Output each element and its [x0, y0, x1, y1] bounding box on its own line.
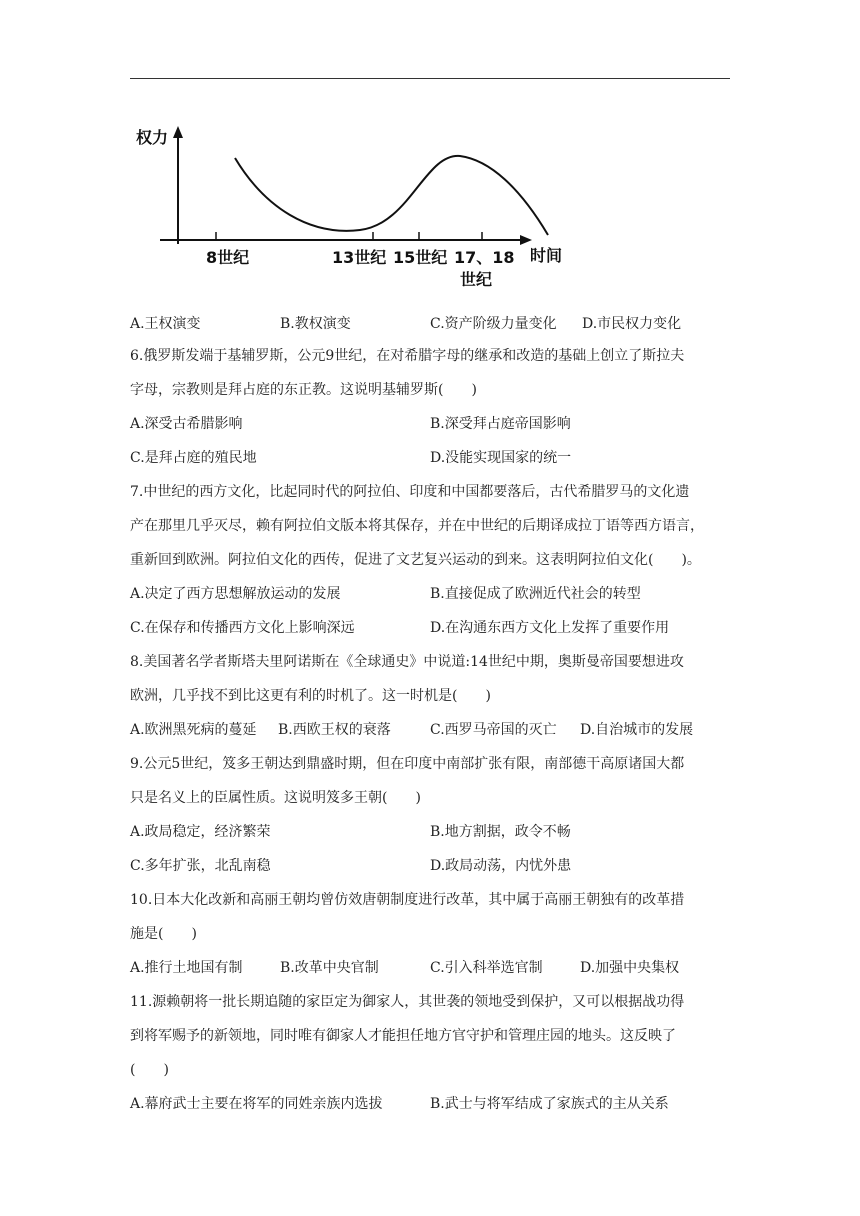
q9-option-d[interactable]: D.政局动荡，内忧外患	[430, 858, 572, 874]
q9-option-c[interactable]: C.多年扩张，北乱南稳	[130, 858, 271, 874]
tick-label-8: 8世纪	[206, 248, 250, 267]
header-rule	[130, 78, 730, 79]
q8-option-a[interactable]: A.欧洲黑死病的蔓延	[130, 722, 257, 738]
x-axis-label: 时间	[530, 246, 563, 265]
power-curve-svg	[120, 118, 580, 298]
y-axis-arrow	[173, 126, 183, 138]
q6-option-d[interactable]: D.没能实现国家的统一	[430, 450, 572, 466]
q7-option-b[interactable]: B.直接促成了欧洲近代社会的转型	[430, 586, 641, 602]
q8-stem-line-1: 8.美国著名学者斯塔夫里阿诺斯在《全球通史》中说道:14世纪中期，奥斯曼帝国要想进攻	[130, 654, 684, 670]
q6-option-c[interactable]: C.是拜占庭的殖民地	[130, 450, 257, 466]
q5-option-a[interactable]: A.王权演变	[130, 316, 201, 332]
tick-label-century: 世纪	[460, 270, 493, 289]
q11-option-b[interactable]: B.武士与将军结成了家族式的主从关系	[430, 1096, 669, 1112]
q11-stem-line-3: ( )	[130, 1062, 169, 1078]
q11-option-a[interactable]: A.幕府武士主要在将军的同姓亲族内选拔	[130, 1096, 383, 1112]
q5-option-d[interactable]: D.市民权力变化	[582, 316, 682, 332]
q7-option-c[interactable]: C.在保存和传播西方文化上影响深远	[130, 620, 355, 636]
q6-stem-line-2: 字母，宗教则是拜占庭的东正教。这说明基辅罗斯( )	[130, 382, 477, 398]
tick-label-15: 15世纪	[393, 248, 448, 267]
q10-stem-line-1: 10.日本大化改新和高丽王朝均曾仿效唐朝制度进行改革，其中属于高丽王朝独有的改革措	[130, 892, 685, 908]
q11-stem-line-2: 到将军赐予的新领地，同时唯有御家人才能担任地方官守护和管理庄园的地头。这反映了	[130, 1028, 676, 1044]
q9-option-a[interactable]: A.政局稳定，经济繁荣	[130, 824, 271, 840]
tick-label-17-18: 17、18	[454, 248, 515, 267]
q9-option-b[interactable]: B.地方割据，政令不畅	[430, 824, 571, 840]
q5-option-c[interactable]: C.资产阶级力量变化	[430, 316, 557, 332]
q7-stem-line-3: 重新回到欧洲。阿拉伯文化的西传，促进了文艺复兴运动的到来。这表明阿拉伯文化( )。	[130, 552, 701, 568]
q5-option-b[interactable]: B.教权演变	[280, 316, 351, 332]
q8-stem-line-2: 欧洲，几乎找不到比这更有利的时机了。这一时机是( )	[130, 688, 491, 704]
q7-stem-line-2: 产在那里几乎灭尽，赖有阿拉伯文版本将其保存，并在中世纪的后期译成拉丁语等西方语言，	[130, 518, 704, 534]
q10-option-b[interactable]: B.改革中央官制	[280, 960, 379, 976]
power-curve-figure	[120, 118, 580, 298]
q9-stem-line-1: 9.公元5世纪，笈多王朝达到鼎盛时期，但在印度中南部扩张有限，南部德干高原诸国大都	[130, 756, 685, 772]
q11-stem-line-1: 11.源赖朝将一批长期追随的家臣定为御家人，其世袭的领地受到保护，又可以根据战功得	[130, 994, 685, 1010]
q10-option-a[interactable]: A.推行土地国有制	[130, 960, 243, 976]
q7-stem-line-1: 7.中世纪的西方文化，比起同时代的阿拉伯、印度和中国都要落后，古代希腊罗马的文化遗	[130, 484, 690, 500]
q6-option-b[interactable]: B.深受拜占庭帝国影响	[430, 416, 571, 432]
power-curve	[235, 156, 548, 235]
q8-option-b[interactable]: B.西欧王权的衰落	[278, 722, 391, 738]
q10-option-c[interactable]: C.引入科举选官制	[430, 960, 543, 976]
q7-option-d[interactable]: D.在沟通东西方文化上发挥了重要作用	[430, 620, 670, 636]
q10-option-d[interactable]: D.加强中央集权	[580, 960, 680, 976]
q9-stem-line-2: 只是名义上的臣属性质。这说明笈多王朝( )	[130, 790, 421, 806]
q10-stem-line-2: 施是( )	[130, 926, 197, 942]
q7-option-a[interactable]: A.决定了西方思想解放运动的发展	[130, 586, 341, 602]
q8-option-c[interactable]: C.西罗马帝国的灭亡	[430, 722, 557, 738]
q6-stem-line-1: 6.俄罗斯发端于基辅罗斯，公元9世纪，在对希腊字母的继承和改造的基础上创立了斯拉夫	[130, 348, 685, 364]
q8-option-d[interactable]: D.自治城市的发展	[580, 722, 694, 738]
y-axis-label: 权力	[136, 128, 169, 147]
x-axis-arrow	[520, 235, 532, 245]
tick-label-13: 13世纪	[332, 248, 387, 267]
q6-option-a[interactable]: A.深受古希腊影响	[130, 416, 243, 432]
